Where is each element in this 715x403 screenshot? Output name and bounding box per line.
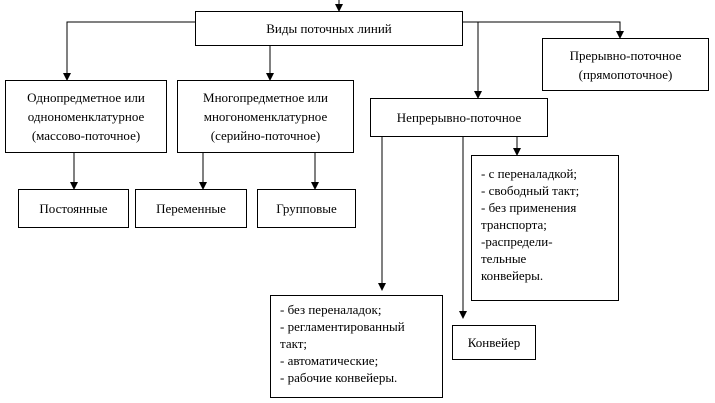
with-changeover-line-4: транспорта; bbox=[481, 217, 547, 232]
multi-product-node bbox=[177, 80, 354, 153]
continuous-node bbox=[370, 98, 548, 137]
arrow-to-single-product bbox=[67, 22, 195, 80]
continuous-text: Непрерывно-поточное bbox=[396, 110, 522, 125]
discontinuous-line-2: (прямопоточное) bbox=[578, 66, 673, 82]
root-node-title bbox=[195, 11, 463, 46]
constant-node bbox=[18, 189, 129, 228]
with-changeover-line-7: конвейеры. bbox=[481, 268, 544, 283]
with-changeover-line-3: - без применения bbox=[481, 200, 577, 215]
constant-text: Постоянные bbox=[39, 201, 108, 216]
without-changeover-line-2: - регламентированный bbox=[280, 319, 405, 334]
variable-text: Переменные bbox=[156, 201, 226, 216]
single-product-node bbox=[5, 80, 167, 153]
conveyor-node bbox=[452, 325, 536, 360]
with-changeover-line-6: тельные bbox=[481, 251, 527, 266]
without-changeover-line-5: - рабочие конвейеры. bbox=[280, 370, 398, 385]
with-changeover-line-5: -распредели- bbox=[481, 234, 553, 249]
single-product-line-3: (массово-поточное) bbox=[31, 128, 141, 143]
without-changeover-line-1: - без переналадок; bbox=[280, 302, 382, 317]
multi-product-line-2: многономенклатурное bbox=[203, 109, 328, 124]
root-title-text: Виды поточных линий bbox=[266, 21, 392, 36]
group-text: Групповые bbox=[276, 201, 337, 216]
multi-product-line-1: Многопредметное или bbox=[203, 90, 328, 105]
group-node bbox=[257, 189, 356, 228]
discontinuous-node bbox=[542, 38, 709, 91]
without-changeover-list-node bbox=[270, 295, 443, 398]
without-changeover-line-4: - автоматические; bbox=[280, 353, 379, 368]
with-changeover-line-1: - с переналадкой; bbox=[481, 166, 578, 181]
multi-product-line-3: (серийно-поточное) bbox=[210, 128, 321, 143]
single-product-line-1: Однопредметное или bbox=[27, 90, 145, 105]
with-changeover-list-node bbox=[471, 155, 619, 301]
with-changeover-line-2: - свободный такт; bbox=[481, 183, 580, 198]
single-product-line-2: однономенклатурное bbox=[27, 109, 145, 124]
discontinuous-line-1: Прерывно-поточное bbox=[569, 47, 682, 63]
conveyor-text: Конвейер bbox=[467, 335, 521, 350]
variable-node bbox=[135, 189, 247, 228]
arrow-to-discontinuous bbox=[463, 22, 620, 38]
without-changeover-line-3: такт; bbox=[280, 336, 308, 351]
